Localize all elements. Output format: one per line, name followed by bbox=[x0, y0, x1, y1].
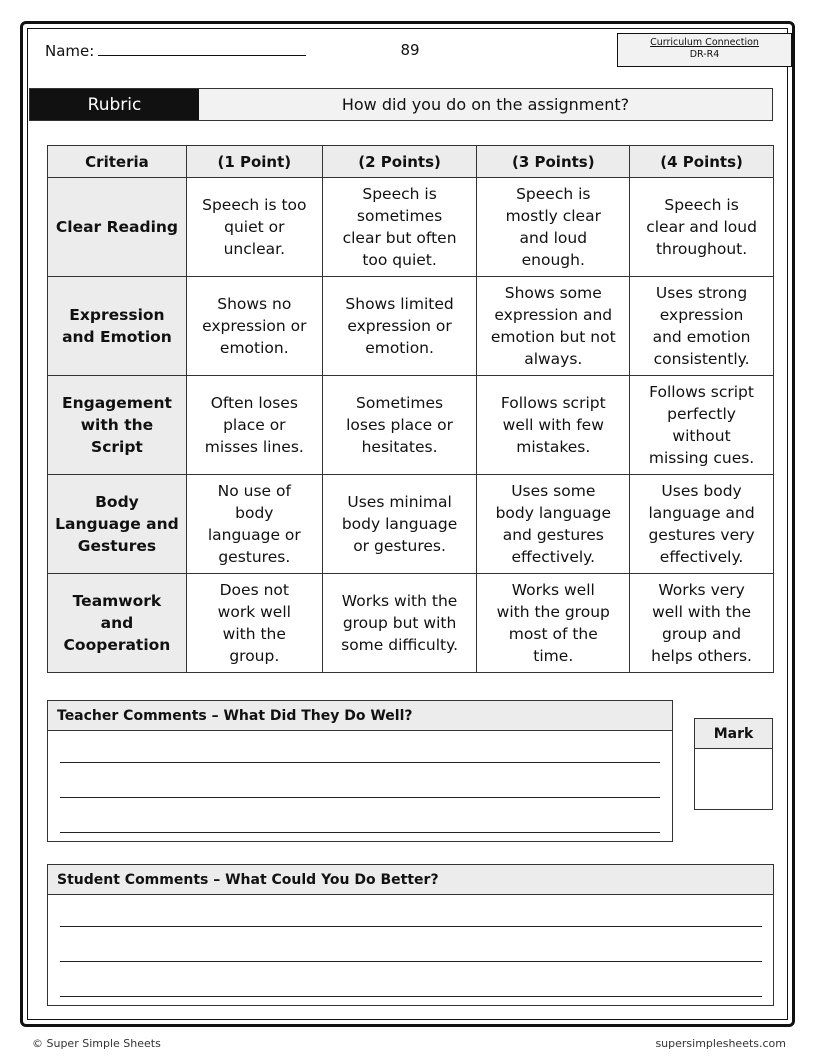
rubric-cell bbox=[630, 475, 774, 574]
cell-line: body language bbox=[495, 504, 611, 522]
page-number: 89 bbox=[400, 41, 420, 59]
cell-line: clear but often bbox=[342, 229, 457, 247]
criteria-line: with the bbox=[80, 416, 154, 434]
cell-line: with the group bbox=[496, 603, 610, 621]
points-header: (3 Points) bbox=[477, 146, 630, 178]
points-header: (4 Points) bbox=[630, 146, 774, 178]
cell-line: and loud bbox=[519, 229, 588, 247]
cell-line: Often loses bbox=[210, 394, 298, 412]
cell-line: group. bbox=[229, 647, 280, 665]
cell-line: well with the bbox=[652, 603, 752, 621]
table-header-row bbox=[48, 146, 774, 178]
criteria-line: and bbox=[100, 614, 134, 632]
cell-line: Sometimes bbox=[356, 394, 444, 412]
cell-line: mistakes. bbox=[516, 438, 591, 456]
cell-line: group but with bbox=[342, 614, 457, 632]
cell-line: body language bbox=[341, 515, 458, 533]
cell-line: language or bbox=[207, 526, 301, 544]
rubric-cell bbox=[477, 277, 630, 376]
mark-box[interactable] bbox=[694, 718, 773, 810]
cell-line: Works very bbox=[658, 581, 745, 599]
points-header: (1 Point) bbox=[186, 146, 322, 178]
student-comment-line[interactable] bbox=[60, 926, 762, 927]
cell-line: loses place or bbox=[346, 416, 453, 434]
rubric-cell bbox=[630, 178, 774, 277]
criteria-line: Expression bbox=[69, 306, 165, 324]
rubric-label: Rubric bbox=[30, 89, 199, 120]
cell-line: group and bbox=[662, 625, 742, 643]
rubric-cell bbox=[186, 178, 322, 277]
cell-line: mostly clear bbox=[505, 207, 601, 225]
rubric-cell bbox=[322, 178, 477, 277]
cell-line: emotion. bbox=[365, 339, 434, 357]
cell-line: effectively. bbox=[511, 548, 596, 566]
cell-line: or gestures. bbox=[353, 537, 446, 555]
rubric-cell bbox=[630, 574, 774, 673]
table-row bbox=[48, 574, 774, 673]
cell-line: Speech is bbox=[516, 185, 591, 203]
table-row bbox=[48, 475, 774, 574]
rubric-cell bbox=[477, 178, 630, 277]
criteria-line: and Emotion bbox=[62, 328, 172, 346]
cell-line: Speech is bbox=[362, 185, 437, 203]
teacher-comment-line[interactable] bbox=[60, 832, 660, 833]
cell-line: always. bbox=[524, 350, 583, 368]
cell-line: Speech is bbox=[664, 196, 739, 214]
points-header: (2 Points) bbox=[322, 146, 477, 178]
cell-line: No use of bbox=[217, 482, 291, 500]
cell-line: effectively. bbox=[659, 548, 744, 566]
rubric-cell bbox=[630, 277, 774, 376]
criteria-cell bbox=[48, 178, 187, 277]
student-comments-title: Student Comments – What Could You Do Better? bbox=[48, 865, 773, 895]
criteria-line: Body bbox=[95, 493, 139, 511]
cell-line: body bbox=[235, 504, 274, 522]
cell-line: gestures very bbox=[648, 526, 755, 544]
cell-line: well with few bbox=[502, 416, 604, 434]
cell-line: throughout. bbox=[655, 240, 748, 258]
rubric-cell bbox=[322, 376, 477, 475]
cell-line: emotion. bbox=[219, 339, 289, 357]
cell-line: perfectly bbox=[667, 405, 736, 423]
rubric-cell bbox=[322, 277, 477, 376]
cell-line: with the bbox=[222, 625, 286, 643]
criteria-cell bbox=[48, 277, 187, 376]
cell-line: helps others. bbox=[651, 647, 752, 665]
cell-line: misses lines. bbox=[204, 438, 304, 456]
criteria-cell bbox=[48, 574, 187, 673]
rubric-cell bbox=[477, 574, 630, 673]
cell-line: clear and loud bbox=[646, 218, 757, 236]
cell-line: Follows script bbox=[500, 394, 606, 412]
teacher-comment-line[interactable] bbox=[60, 762, 660, 763]
cell-line: without bbox=[672, 427, 731, 445]
cell-line: Uses strong bbox=[655, 284, 748, 302]
rubric-question: How did you do on the assignment? bbox=[199, 89, 772, 120]
cell-line: Speech is too bbox=[202, 196, 307, 214]
criteria-line: Cooperation bbox=[63, 636, 171, 654]
table-row bbox=[48, 178, 774, 277]
cell-line: missing cues. bbox=[648, 449, 755, 467]
curriculum-title: Curriculum Connection bbox=[650, 37, 759, 48]
rubric-cell bbox=[322, 574, 477, 673]
cell-line: expression or bbox=[202, 317, 307, 335]
criteria-line: Language and bbox=[55, 515, 179, 533]
cell-line: work well bbox=[217, 603, 291, 621]
cell-line: time. bbox=[533, 647, 574, 665]
criteria-line: Teamwork bbox=[72, 592, 162, 610]
rubric-cell bbox=[322, 475, 477, 574]
cell-line: hesitates. bbox=[361, 438, 438, 456]
cell-line: Works well bbox=[511, 581, 595, 599]
cell-line: Shows some bbox=[504, 284, 602, 302]
cell-line: sometimes bbox=[356, 207, 443, 225]
table-row bbox=[48, 277, 774, 376]
cell-line: expression bbox=[659, 306, 744, 324]
cell-line: expression and bbox=[494, 306, 613, 324]
mark-label: Mark bbox=[695, 719, 772, 749]
criteria-line: Engagement bbox=[62, 394, 172, 412]
criteria-cell bbox=[48, 376, 187, 475]
cell-line: Uses some bbox=[511, 482, 596, 500]
student-comment-line[interactable] bbox=[60, 961, 762, 962]
rubric-cell bbox=[186, 574, 322, 673]
cell-line: Shows no bbox=[217, 295, 292, 313]
student-comment-line[interactable] bbox=[60, 996, 762, 997]
cell-line: Uses minimal bbox=[347, 493, 452, 511]
table-row bbox=[48, 376, 774, 475]
criteria-line: Script bbox=[91, 438, 143, 456]
cell-line: consistently. bbox=[653, 350, 750, 368]
teacher-comment-line[interactable] bbox=[60, 797, 660, 798]
cell-line: too quiet. bbox=[362, 251, 437, 269]
cell-line: enough. bbox=[521, 251, 585, 269]
rubric-cell bbox=[186, 277, 322, 376]
cell-line: Works with the bbox=[341, 592, 458, 610]
teacher-comments-title: Teacher Comments – What Did They Do Well? bbox=[48, 701, 672, 731]
rubric-cell bbox=[477, 475, 630, 574]
criteria-line: Clear Reading bbox=[55, 218, 179, 236]
cell-line: Follows script bbox=[649, 383, 754, 401]
cell-line: expression or bbox=[347, 317, 452, 335]
cell-line: place or bbox=[223, 416, 286, 434]
rubric-table bbox=[47, 145, 774, 673]
rubric-bar bbox=[29, 88, 773, 121]
cell-line: quiet or bbox=[224, 218, 285, 236]
rubric-cell bbox=[630, 376, 774, 475]
cell-line: and gestures bbox=[502, 526, 604, 544]
curriculum-connection-box bbox=[617, 33, 792, 67]
rubric-cell bbox=[477, 376, 630, 475]
cell-line: some difficulty. bbox=[341, 636, 458, 654]
name-label: Name: bbox=[45, 42, 95, 60]
cell-line: gestures. bbox=[218, 548, 291, 566]
name-line[interactable] bbox=[98, 41, 306, 56]
rubric-cell bbox=[186, 376, 322, 475]
criteria-cell bbox=[48, 475, 187, 574]
criteria-header: Criteria bbox=[48, 146, 187, 178]
cell-line: Shows limited bbox=[345, 295, 454, 313]
copyright: © Super Simple Sheets bbox=[32, 1037, 161, 1050]
cell-line: Does not bbox=[219, 581, 289, 599]
rubric-cell bbox=[186, 475, 322, 574]
cell-line: Uses body bbox=[661, 482, 742, 500]
cell-line: language and bbox=[648, 504, 755, 522]
website-link[interactable]: supersimplesheets.com bbox=[655, 1037, 786, 1050]
name-field[interactable] bbox=[45, 41, 306, 60]
cell-line: emotion but not bbox=[490, 328, 616, 346]
student-comments-box bbox=[47, 864, 774, 1006]
cell-line: most of the bbox=[508, 625, 598, 643]
cell-line: and emotion bbox=[652, 328, 751, 346]
curriculum-code: DR-R4 bbox=[689, 49, 720, 60]
criteria-line: Gestures bbox=[77, 537, 157, 555]
cell-line: unclear. bbox=[223, 240, 285, 258]
teacher-comments-box bbox=[47, 700, 673, 842]
